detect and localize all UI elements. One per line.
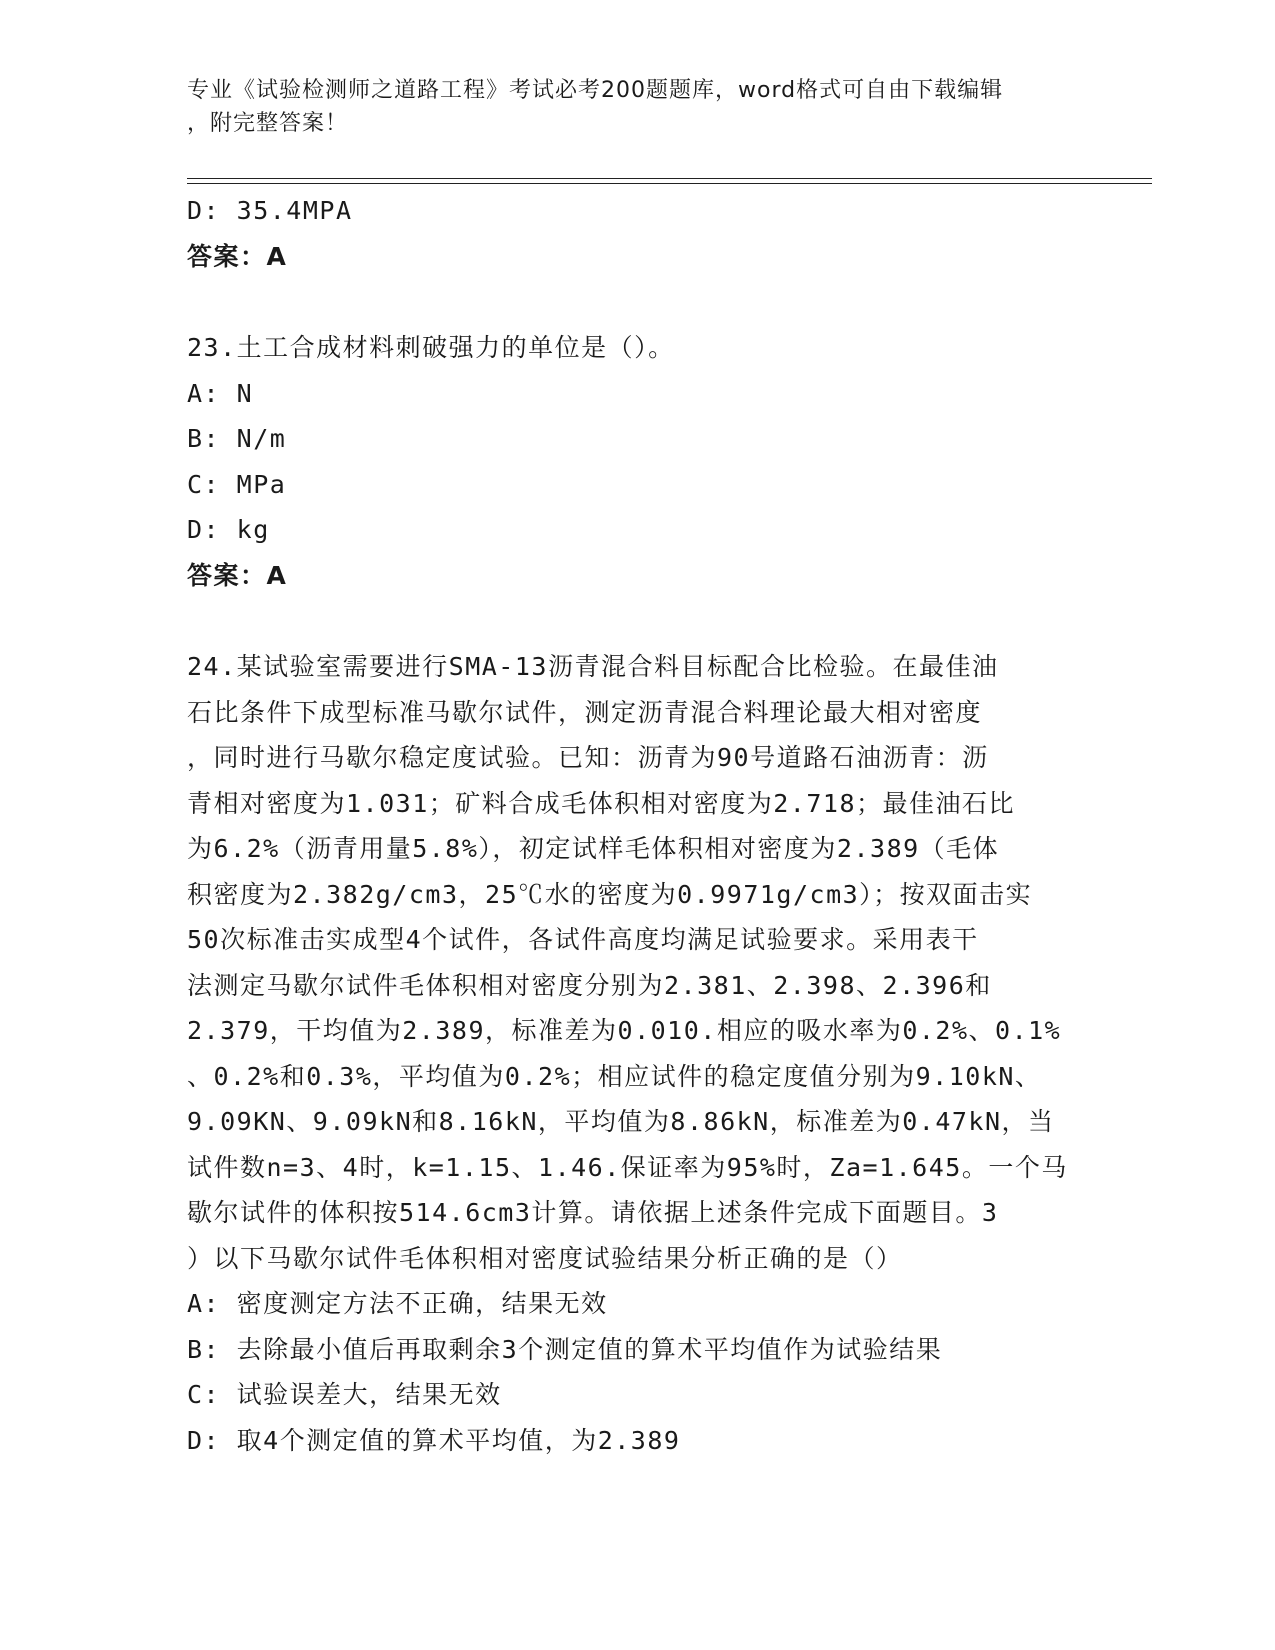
spacer: [187, 598, 1087, 644]
header-title-line2: ，附完整答案！: [187, 111, 349, 136]
spacer: [187, 279, 1087, 325]
prev-option-d: D: 35.4MPA: [187, 196, 353, 225]
question-24-stem-line: 积密度为2.382g/cm3，25℃水的密度为0.9971g/cm3）；按双面击实: [187, 879, 1033, 909]
question-24-stem-line: 法测定马歇尔试件毛体积相对密度分别为2.381、2.398、2.396和: [187, 970, 992, 1000]
header-title-line1: 专业《试验检测师之道路工程》考试必考200题题库，word格式可自由下载编辑: [187, 78, 1004, 103]
question-24-stem-line: 石比条件下成型标准马歇尔试件，测定沥青混合料理论最大相对密度: [187, 697, 983, 727]
question-24-stem-line: 2.379，干均值为2.389，标准差为0.010.相应的吸水率为0.2%、0.1%: [187, 1016, 1062, 1045]
question-24-option-a: A: 密度测定方法不正确，结果无效: [187, 1289, 608, 1318]
document-header: [187, 74, 1087, 140]
question-23-stem: 23.土工合成材料刺破强力的单位是（）。: [187, 333, 675, 362]
question-24-stem-line: 试件数n=3、4时，k=1.15、1.46.保证率为95%时，Za=1.645。一个马: [187, 1152, 1068, 1182]
question-23-option-a: A: N: [187, 378, 254, 408]
question-24-stem-line: 歇尔试件的体积按514.6cm3计算。请依据上述条件完成下面题目。3: [187, 1198, 999, 1227]
question-24-option-d: D: 取4个测定值的算术平均值，为2.389: [187, 1425, 681, 1455]
question-23-option-d: D: kg: [187, 515, 270, 544]
document-body: [187, 188, 1087, 1463]
prev-answer: 答案：A: [187, 241, 288, 271]
question-23-answer: 答案：A: [187, 560, 288, 590]
question-24-stem-line: 50次标准击实成型4个试件，各试件高度均满足试验要求。采用表干: [187, 925, 979, 954]
header-divider-bottom: [187, 183, 1152, 184]
question-23: [187, 325, 1087, 598]
question-24-option-c: C: 试验误差大，结果无效: [187, 1380, 502, 1409]
question-24-stem-line: 为6.2%（沥青用量5.8%），初定试样毛体积相对密度为2.389（毛体: [187, 834, 1000, 863]
question-24-stem-line: 9.09KN、9.09kN和8.16kN，平均值为8.86kN，标准差为0.47kN，当: [187, 1107, 1055, 1136]
question-23-option-b: B: N/m: [187, 424, 287, 453]
question-24-stem-line: 青相对密度为1.031；矿料合成毛体积相对密度为2.718；最佳油石比: [187, 788, 1016, 818]
question-24-option-b: B: 去除最小值后再取剩余3个测定值的算术平均值作为试验结果: [187, 1334, 943, 1364]
question-24-stem-line: 、0.2%和0.3%，平均值为0.2%；相应试件的稳定度值分别为9.10kN、: [187, 1061, 1042, 1091]
question-24: [187, 644, 1087, 1463]
question-24-stem-line: ，同时进行马歇尔稳定度试验。已知：沥青为90号道路石油沥青：沥: [187, 743, 989, 772]
question-24-stem-line: 24.某试验室需要进行SMA-13沥青混合料目标配合比检验。在最佳油: [187, 652, 999, 681]
question-23-option-c: C: MPa: [187, 469, 287, 499]
question-24-stem-line: ）以下马歇尔试件毛体积相对密度试验结果分析正确的是（）: [187, 1243, 903, 1273]
header-divider-top: [187, 178, 1152, 179]
